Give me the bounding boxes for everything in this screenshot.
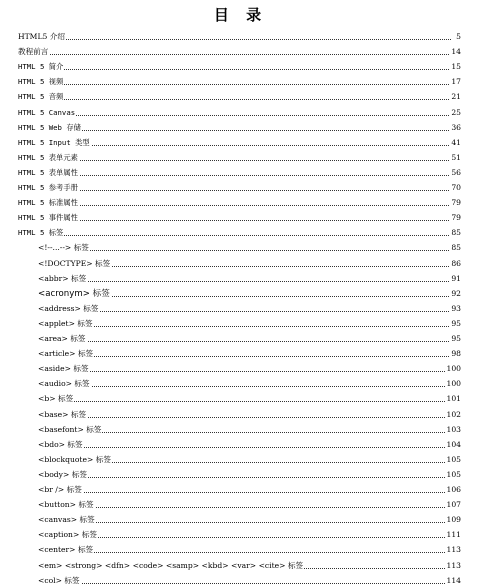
toc-entry-page-number: 100 [446,377,462,391]
toc-entry-label[interactable]: <canvas> 标签 [38,513,96,527]
toc-entry[interactable] [0,30,481,44]
toc-entry[interactable] [0,347,481,361]
toc-entry[interactable] [0,423,481,437]
toc-entry[interactable] [0,332,481,346]
toc-title: 目 录 [213,6,268,24]
toc-entry-label[interactable]: <!--...--> 标签 [38,241,90,255]
toc-entry-page-number: 114 [446,574,462,587]
toc-entry-label[interactable]: <article> 标签 [38,347,94,361]
toc-entry[interactable] [0,528,481,542]
toc-entry-page-number: 111 [446,528,462,542]
toc-dot-leader [18,235,459,236]
toc-entry-page-number: 106 [446,483,462,497]
toc-entry-label[interactable]: <bdo> 标签 [38,438,84,452]
toc-dot-leader [18,190,459,191]
toc-dot-leader [18,130,459,131]
toc-entry-label[interactable]: <abbr> 标签 [38,272,87,286]
toc-entry-label[interactable]: <caption> 标签 [38,528,98,542]
toc-entry-label[interactable]: HTML 5 视频 [18,75,64,89]
toc-entry-page-number: 92 [450,287,461,301]
toc-dot-leader [38,417,459,418]
toc-entry[interactable] [0,166,481,180]
toc-dot-leader [38,311,459,312]
toc-entry-page-number: 113 [446,559,462,573]
toc-dot-leader [38,537,459,538]
toc-entry-page-number: 103 [446,423,462,437]
toc-entry[interactable] [0,377,481,391]
toc-entry-label[interactable]: <acronym> 标签 [38,288,110,299]
toc-dot-leader [18,99,459,100]
toc-entry[interactable] [0,392,481,406]
toc-entry[interactable] [0,543,481,557]
toc-entry-page-number: 79 [450,211,461,225]
toc-entry[interactable] [0,362,481,376]
toc-dot-leader [38,447,459,448]
toc-entry[interactable] [0,498,481,512]
toc-entry-page-number: 17 [450,75,461,89]
toc-entry-page-number: 85 [450,241,461,255]
toc-entry-label[interactable]: <blockquote> 标签 [38,453,112,467]
toc-dot-leader [18,160,459,161]
toc-entry-label[interactable]: HTML 5 Web 存储 [18,121,82,135]
toc-entry-label[interactable]: <!DOCTYPE> 标签 [38,257,111,271]
toc-entry-page-number: 95 [450,317,461,331]
toc-entry-label[interactable]: <audio> 标签 [38,377,91,391]
toc-entry-page-number: 98 [450,347,461,361]
toc-entry[interactable] [0,226,481,240]
toc-entry-label[interactable]: HTML 5 简介 [18,60,64,74]
toc-entry-page-number: 102 [446,408,462,422]
toc-entry-page-number: 21 [450,90,461,104]
toc-entry-label[interactable]: HTML 5 标签 [18,226,64,240]
toc-dot-leader [18,84,459,85]
toc-dot-leader [38,371,459,372]
toc-entry[interactable] [0,106,481,120]
toc-entry-label[interactable]: HTML 5 音频 [18,90,64,104]
toc-entry-page-number: 100 [446,362,462,376]
toc-dot-leader [18,175,459,176]
toc-entry[interactable] [0,241,481,255]
toc-entry-page-number: 25 [450,106,461,120]
toc-dot-leader [38,552,459,553]
toc-entry-label[interactable]: <br /> 标签 [38,483,83,497]
toc-entry-label[interactable]: HTML5 介绍 [18,30,66,44]
toc-dot-leader [38,250,459,251]
toc-dot-leader [18,54,459,55]
toc-entry-page-number: 95 [450,332,461,346]
toc-dot-leader [38,281,459,282]
toc-entry-label[interactable]: <base> 标签 [38,408,87,422]
toc-entry-label[interactable]: <basefont> 标签 [38,423,102,437]
toc-entry[interactable] [0,438,481,452]
toc-entry-label[interactable]: HTML 5 表单属性 [18,166,79,180]
toc-entry-page-number: 70 [450,181,461,195]
toc-entry-label[interactable]: HTML 5 Canvas [18,106,76,120]
toc-entry-label[interactable]: <address> 标签 [38,302,100,316]
toc-entry-page-number: 15 [450,60,461,74]
toc-entry[interactable] [0,121,481,135]
toc-entry-page-number: 85 [450,226,461,240]
toc-dot-leader [38,583,459,584]
toc-entry-label[interactable]: <aside> 标签 [38,362,90,376]
toc-entry-page-number: 14 [450,45,461,59]
toc-entry[interactable] [0,136,481,150]
toc-entry-label[interactable]: <button> 标签 [38,498,95,512]
toc-entry-page-number: 104 [446,438,462,452]
toc-entry[interactable] [0,45,481,59]
toc-entry-page-number: 113 [446,543,462,557]
toc-entry-label[interactable]: <applet> 标签 [38,317,94,331]
toc-entry-label[interactable]: HTML 5 事件属性 [18,211,79,225]
toc-entry-page-number: 105 [446,453,462,467]
toc-entry[interactable] [0,257,481,271]
toc-entry[interactable] [0,483,481,497]
toc-entry[interactable] [0,453,481,467]
toc-entry-label[interactable]: <area> 标签 [38,332,87,346]
toc-dot-leader [38,386,459,387]
toc-entry-label[interactable]: HTML 5 标准属性 [18,196,79,210]
toc-entry-page-number: 41 [450,136,461,150]
toc-entry[interactable] [0,211,481,225]
toc-entry-page-number: 91 [450,272,461,286]
toc-entry-page-number: 105 [446,468,462,482]
toc-entry[interactable] [0,408,481,422]
toc-dot-leader [18,220,459,221]
toc-dot-leader [18,69,459,70]
toc-dot-leader [38,356,459,357]
toc-entry-page-number: 93 [450,302,461,316]
toc-dot-leader [38,522,459,523]
toc-entry-label[interactable]: <em> <strong> <dfn> <code> <samp> <kbd> <var> <cite> 标签 [38,559,304,573]
toc-entry[interactable] [0,60,481,74]
toc-entry-page-number: 79 [450,196,461,210]
toc-dot-leader [38,492,459,493]
toc-dot-leader [18,205,459,206]
toc-entry[interactable] [0,468,481,482]
toc-entry[interactable] [0,513,481,527]
toc-dot-leader [38,477,459,478]
toc-entry-page-number: 56 [450,166,461,180]
toc-entry[interactable] [0,196,481,210]
toc-entry-label[interactable]: HTML 5 表单元素 [18,151,79,165]
toc-dot-leader [38,341,459,342]
toc-entry[interactable] [0,559,481,573]
toc-entry[interactable] [0,181,481,195]
toc-entry-page-number: 51 [450,151,461,165]
toc-entry-page-number: 5 [452,30,461,44]
toc-entry-label[interactable]: <body> 标签 [38,468,88,482]
toc-entry-page-number: 109 [446,513,462,527]
toc-dot-leader [18,115,459,116]
toc-entry-label[interactable]: HTML 5 参考手册 [18,181,79,195]
toc-entry-page-number: 36 [450,121,461,135]
toc-entry-label[interactable]: <col> 标签 [38,574,81,587]
toc-entry-label[interactable]: HTML 5 Input 类型 [18,136,91,150]
toc-entry[interactable] [0,151,481,165]
toc-dot-leader [18,39,459,40]
toc-entry[interactable] [0,302,481,316]
toc-entry-label[interactable]: 教程前言 [18,45,49,59]
toc-entry-label[interactable]: <b> 标签 [38,392,74,406]
toc-entry[interactable] [0,287,481,301]
toc-dot-leader [38,401,459,402]
toc-entry-label[interactable]: <center> 标签 [38,543,94,557]
toc-entry[interactable] [0,317,481,331]
toc-dot-leader [38,326,459,327]
toc-entry-page-number: 101 [446,392,462,406]
toc-entry-page-number: 107 [446,498,462,512]
toc-entry-page-number: 86 [450,257,461,271]
toc-entry[interactable] [0,75,481,89]
toc-entry[interactable] [0,90,481,104]
toc-entry[interactable] [0,574,481,587]
toc-dot-leader [38,507,459,508]
toc-entry[interactable] [0,272,481,286]
